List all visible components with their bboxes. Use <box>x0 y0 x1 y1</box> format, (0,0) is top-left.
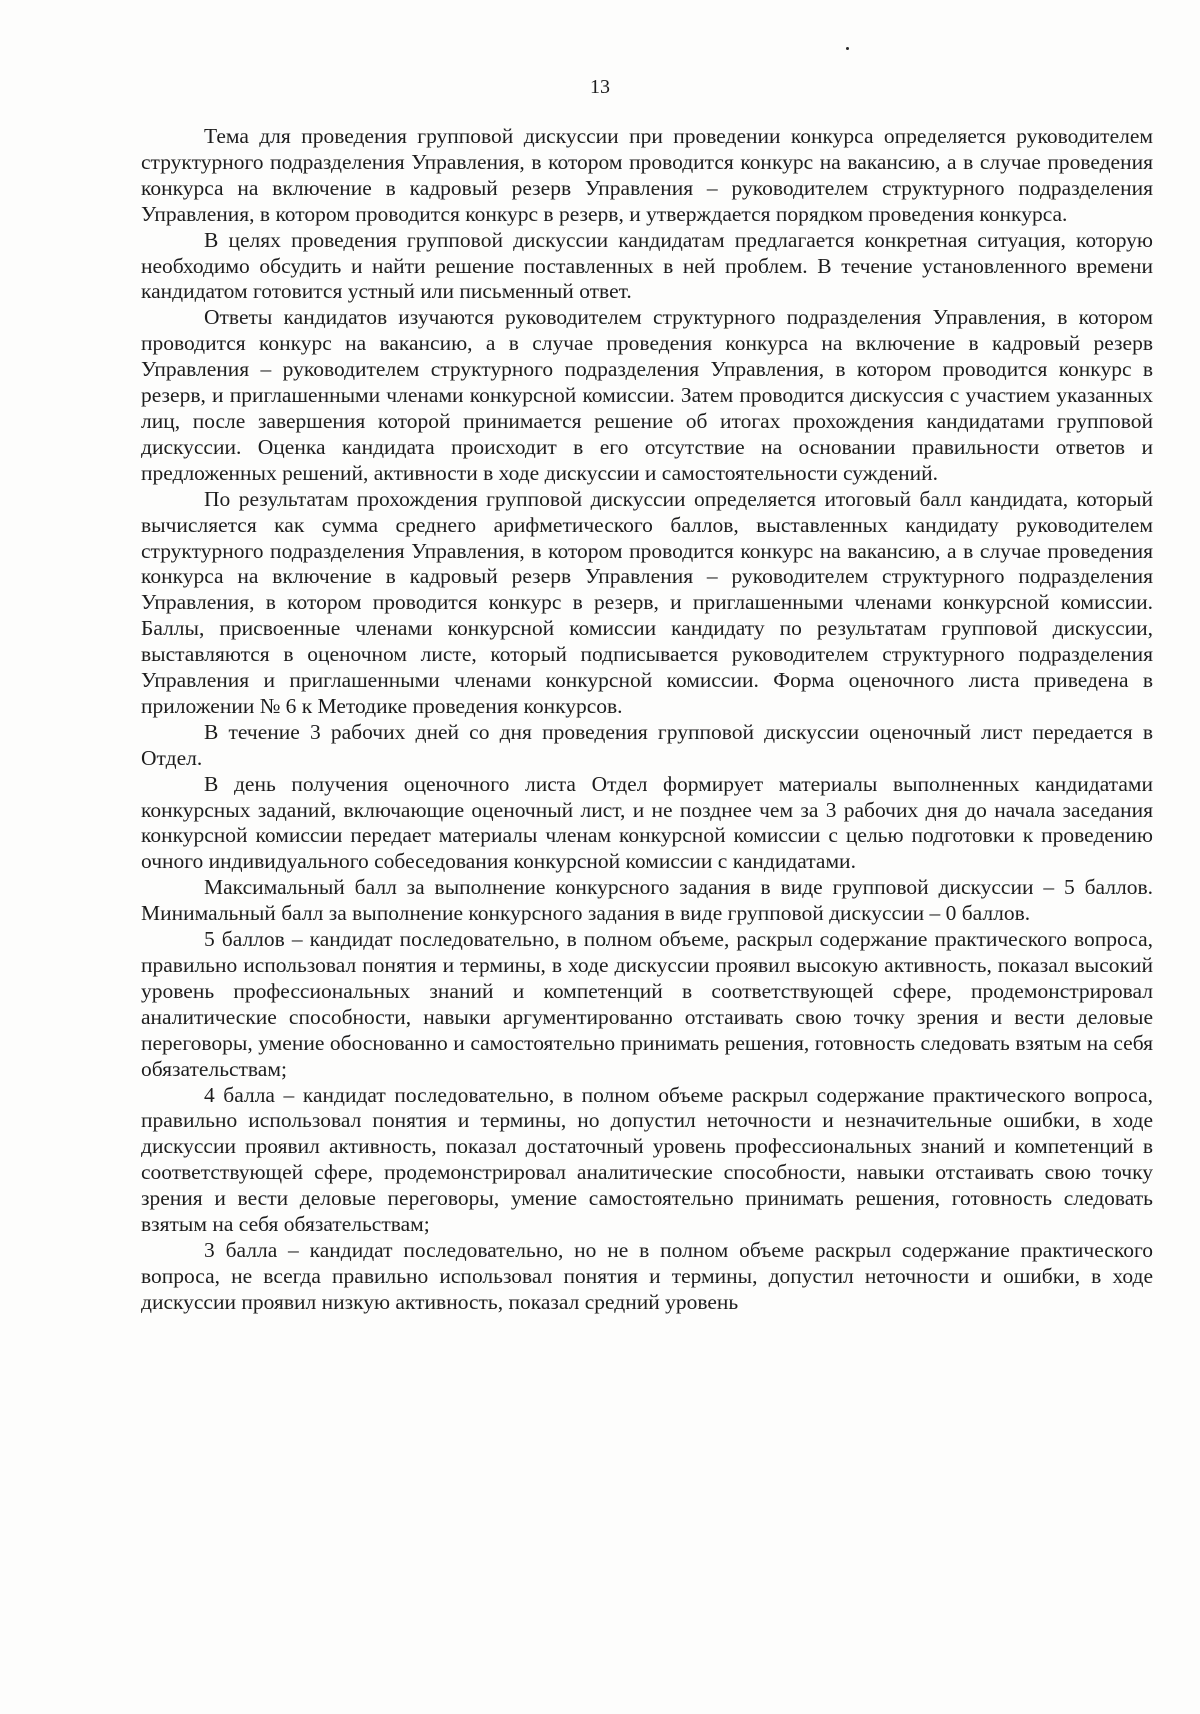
paragraph-answers-review: Ответы кандидатов изучаются руководителем структурного подразделения Управления, в котором проводится конкурс на вакансию, а в случае проведения конкурса на включение в кадровый резерв Управления – руководителем структурного подразделения Управления, в котором проводится конкурс в резерв, и приглашенными членами конкурсной комиссии. Затем проводится дискуссия с участием указанных лиц, после завершения которой принимается решение об итогах прохождения кандидатами групповой дискуссии. Оценка кандидата происходит в его отсутствие на основании правильности ответов и предложенных решений, активности в ходе дискуссии и самостоятельности суждений. <box>141 305 1153 485</box>
paragraph-score-range: Максимальный балл за выполнение конкурсного задания в виде групповой дискуссии – 5 баллов. Минимальный балл за выполнение конкурсного задания в виде групповой дискуссии – 0 баллов. <box>141 875 1153 926</box>
scan-speck <box>846 47 849 50</box>
page-number: 13 <box>590 76 610 98</box>
paragraph-materials-formation: В день получения оценочного листа Отдел формирует материалы выполненных кандидатами конкурсных заданий, включающие оценочный лист, и не позднее чем за 3 рабочих дня до начала заседания конкурсной комиссии передает материалы членам конкурсной комиссии с целью подготовки к проведению очного индивидуального собеседования конкурсной комиссии с кандидатами. <box>141 771 1153 874</box>
paragraph-score-4: 4 балла – кандидат последовательно, в полном объеме раскрыл содержание практического вопроса, правильно использовал понятия и термины, но допустил неточности и незначительные ошибки, в ходе дискуссии проявил активность, показал достаточный уровень профессиональных знаний и компетенций в соответствующей сфере, продемонстрировал аналитические способности, навыки отстаивать свою точку зрения и вести деловые переговоры, умение самостоятельно принимать решения, готовность следовать взятым на себя обязательствам; <box>141 1082 1153 1237</box>
paragraph-score-5: 5 баллов – кандидат последовательно, в полном объеме, раскрыл содержание практического вопроса, правильно использовал понятия и термины, в ходе дискуссии проявил высокую активность, показал высокий уровень профессиональных знаний и компетенций в соответствующей сфере, продемонстрировал аналитические способности, навыки аргументированно отстаивать свою точку зрения и вести деловые переговоры, умение обоснованно и самостоятельно принимать решения, готовность следовать взятым на себя обязательствам; <box>141 927 1153 1081</box>
document-body <box>141 124 1153 1316</box>
paragraph-discussion-situation: В целях проведения групповой дискуссии кандидатам предлагается конкретная ситуация, которую необходимо обсудить и найти решение поставленных в ней проблем. В течение установленного времени кандидатом готовится устный или письменный ответ. <box>141 227 1153 304</box>
paragraph-score-3: 3 балла – кандидат последовательно, но не в полном объеме раскрыл содержание практического вопроса, не всегда правильно использовал понятия и термины, допустил неточности и ошибки, в ходе дискуссии проявил низкую активность, показал средний уровень <box>141 1237 1153 1314</box>
paragraph-evaluation-sheet-transfer: В течение 3 рабочих дней со дня проведения групповой дискуссии оценочный лист передается в Отдел. <box>141 719 1153 770</box>
paragraph-final-score: По результатам прохождения групповой дискуссии определяется итоговый балл кандидата, который вычисляется как сумма среднего арифметического баллов, выставленных кандидату руководителем структурного подразделения Управления, в котором проводится конкурс на вакансию, а в случае проведения конкурса на включение в кадровый резерв Управления – руководителем структурного подразделения Управления, в котором проводится конкурс в резерв, и приглашенными членами конкурсной комиссии. Баллы, присвоенные членами конкурсной комиссии кандидату по результатам групповой дискуссии, выставляются в оценочном листе, который подписывается руководителем структурного подразделения Управления и приглашенными членами конкурсной комиссии. Форма оценочного листа приведена в приложении № 6 к Методике проведения конкурсов. <box>141 486 1153 718</box>
paragraph-discussion-topic: Тема для проведения групповой дискуссии при проведении конкурса определяется руководителем структурного подразделения Управления, в котором проводится конкурс на вакансию, а в случае проведения конкурса на включение в кадровый резерв Управления – руководителем структурного подразделения Управления, в котором проводится конкурс в резерв, и утверждается порядком проведения конкурса. <box>141 124 1153 226</box>
